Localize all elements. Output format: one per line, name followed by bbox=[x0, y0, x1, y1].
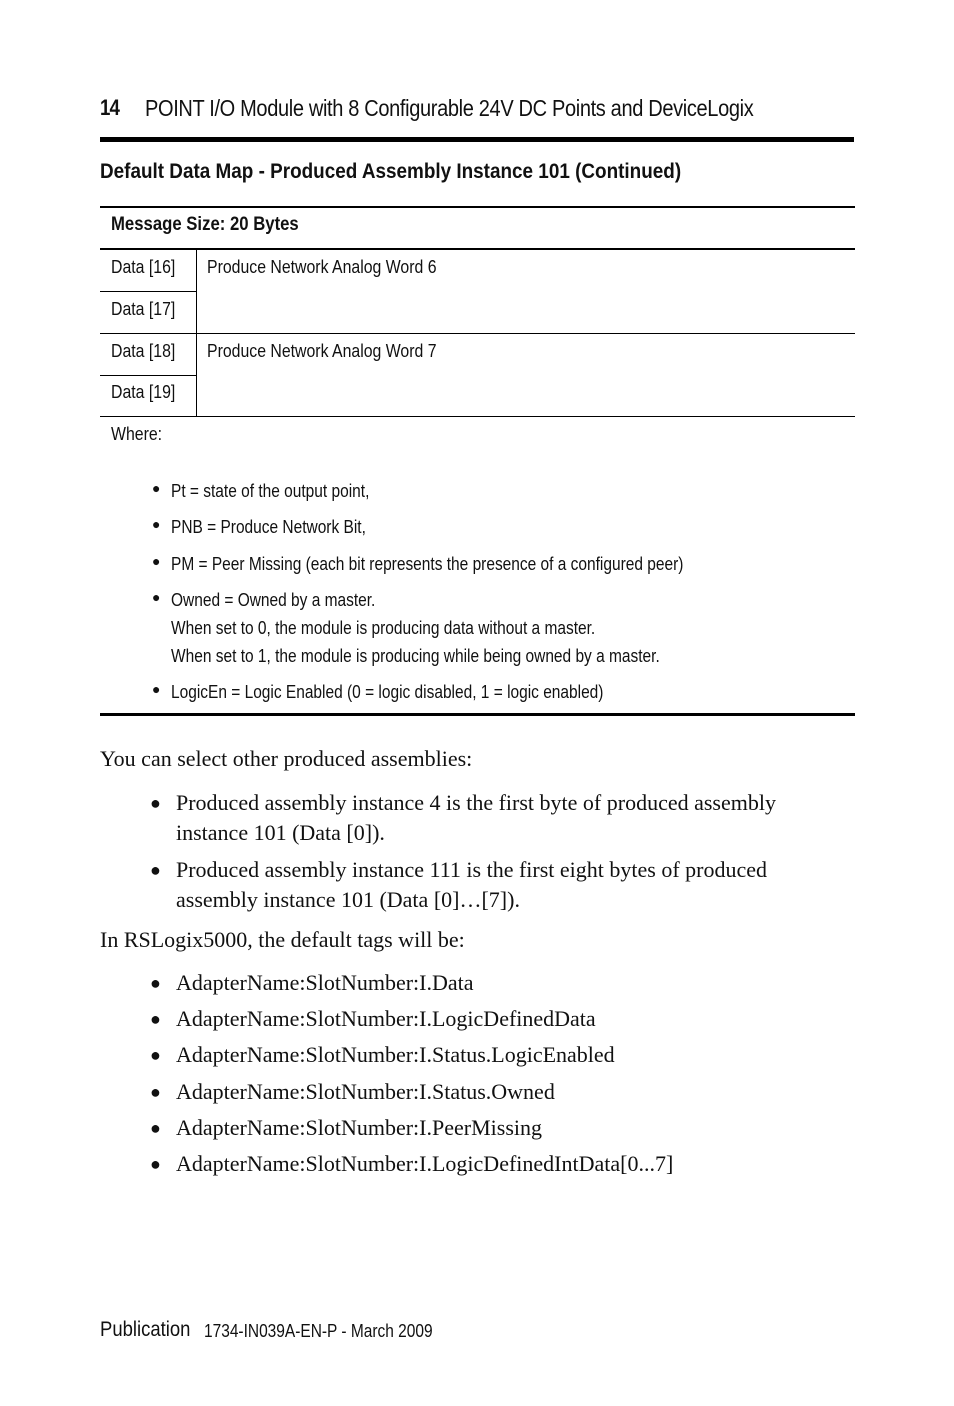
bullet-icon: ● bbox=[150, 973, 161, 993]
table-cell-byte: Data [17] bbox=[111, 299, 176, 319]
bullet-icon: ● bbox=[150, 1082, 161, 1102]
table-cell-description: Produce Network Analog Word 6 bbox=[207, 257, 437, 277]
page-footer bbox=[100, 1318, 433, 1342]
note-item: LogicEn = Logic Enabled (0 = logic disabled, 1 = logic enabled) bbox=[171, 682, 604, 702]
bullet-icon: ● bbox=[152, 518, 161, 533]
table-row-rule bbox=[100, 416, 855, 417]
tags-intro-paragraph: In RSLogix5000, the default tags will be: bbox=[100, 927, 465, 952]
bullet-icon: ● bbox=[150, 1009, 161, 1029]
table-column-divider bbox=[196, 249, 197, 417]
assembly-item-line: assembly instance 101 (Data [0]…[7]). bbox=[176, 887, 520, 912]
publication-number: 1734-IN039A-EN-P - March 2009 bbox=[204, 1321, 433, 1341]
tag-item: AdapterName:SlotNumber:I.Status.Owned bbox=[176, 1079, 555, 1104]
assembly-item-line: Produced assembly instance 111 is the first eight bytes of produced bbox=[176, 857, 768, 882]
table-caption: Message Size: 20 Bytes bbox=[111, 214, 299, 235]
tag-item: AdapterName:SlotNumber:I.PeerMissing bbox=[176, 1115, 542, 1140]
page-number: 14 bbox=[100, 95, 120, 120]
bullet-icon: ● bbox=[150, 1118, 161, 1138]
note-item-continuation: When set to 1, the module is producing while being owned by a master. bbox=[171, 646, 660, 666]
table-bottom-rule bbox=[100, 713, 855, 716]
note-item: PM = Peer Missing (each bit represents the presence of a configured peer) bbox=[171, 554, 684, 574]
tag-item: AdapterName:SlotNumber:I.LogicDefinedData bbox=[176, 1006, 596, 1031]
tag-item: AdapterName:SlotNumber:I.LogicDefinedIntData[0...7] bbox=[176, 1151, 674, 1176]
table-row-rule bbox=[100, 375, 196, 376]
bullet-icon: ● bbox=[150, 1154, 161, 1174]
page-header bbox=[100, 93, 854, 142]
assembly-item-line: instance 101 (Data [0]). bbox=[176, 820, 385, 845]
table-cell-byte: Data [18] bbox=[111, 341, 176, 361]
bullet-icon: ● bbox=[150, 860, 161, 880]
table-header-rule bbox=[100, 248, 855, 250]
note-item: Owned = Owned by a master. bbox=[171, 590, 376, 610]
table-top-rule bbox=[100, 206, 855, 208]
table-row-rule bbox=[100, 291, 196, 292]
note-item-continuation: When set to 0, the module is producing data without a master. bbox=[171, 618, 596, 638]
intro-paragraph: You can select other produced assemblies: bbox=[100, 746, 473, 771]
bullet-icon: ● bbox=[152, 683, 161, 698]
bullet-icon: ● bbox=[150, 793, 161, 813]
page-header-title: POINT I/O Module with 8 Configurable 24V DC Points and DeviceLogix bbox=[145, 95, 754, 121]
bullet-icon: ● bbox=[150, 1045, 161, 1065]
assembly-item-line: Produced assembly instance 4 is the first byte of produced assembly bbox=[176, 790, 776, 815]
note-item: PNB = Produce Network Bit, bbox=[171, 517, 366, 537]
table-row-rule bbox=[100, 333, 855, 334]
footer-label: Publication bbox=[100, 1318, 191, 1341]
tag-item: AdapterName:SlotNumber:I.Data bbox=[176, 970, 474, 995]
where-label: Where: bbox=[111, 424, 163, 444]
table-cell-description: Produce Network Analog Word 7 bbox=[207, 341, 437, 361]
note-item: Pt = state of the output point, bbox=[171, 481, 370, 501]
bullet-icon: ● bbox=[152, 482, 161, 497]
table-title: Default Data Map - Produced Assembly Instance 101 (Continued) bbox=[100, 160, 682, 183]
bullet-icon: ● bbox=[152, 555, 161, 570]
table-cell-byte: Data [16] bbox=[111, 257, 176, 277]
table-cell-byte: Data [19] bbox=[111, 382, 176, 402]
tag-item: AdapterName:SlotNumber:I.Status.LogicEnabled bbox=[176, 1042, 615, 1067]
bullet-icon: ● bbox=[152, 591, 161, 606]
